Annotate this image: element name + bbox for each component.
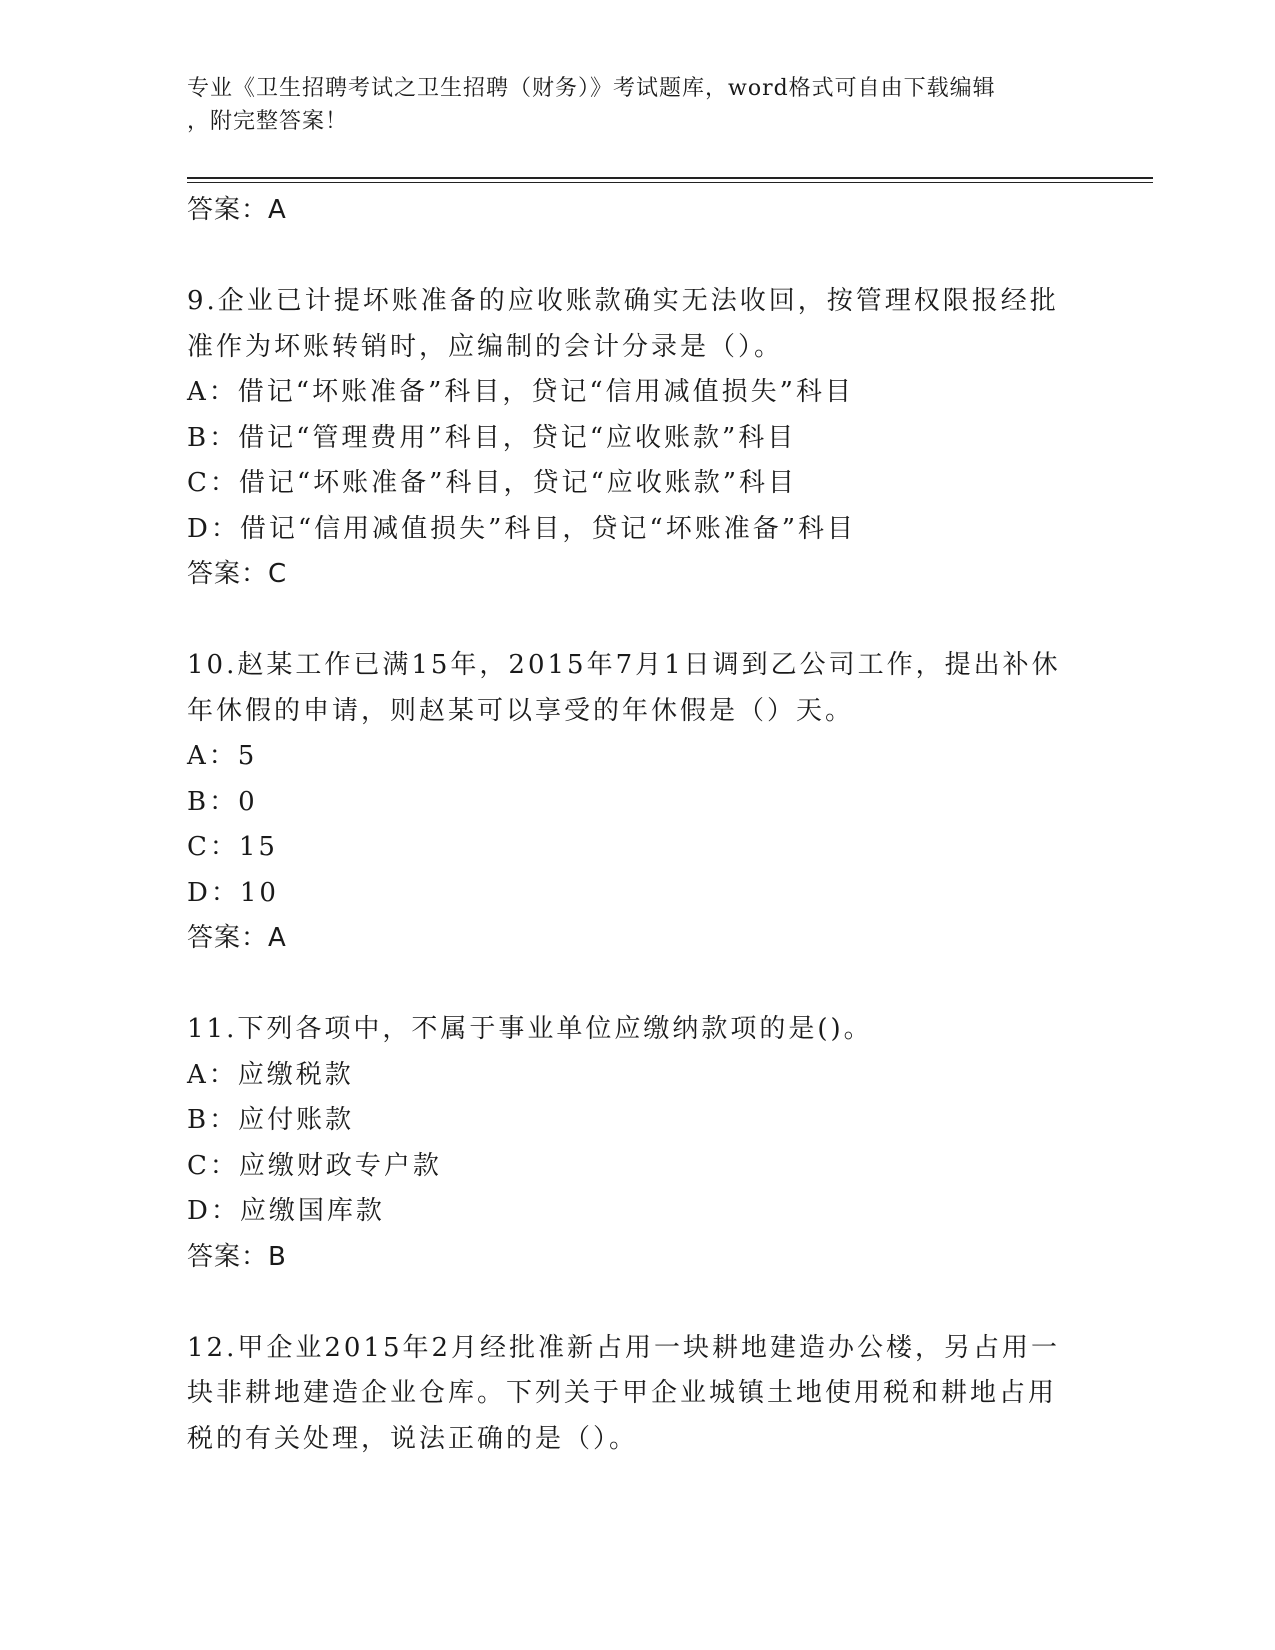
question-text: 12.甲企业2015年2月经批准新占用一块耕地建造办公楼，另占用一 xyxy=(187,1332,1061,1363)
question-10 xyxy=(187,643,1087,962)
header-divider-thick xyxy=(187,177,1153,179)
answer-line: 答案：B xyxy=(187,1241,287,1272)
option-c: C：应缴财政专户款 xyxy=(187,1150,442,1181)
header-divider-thin xyxy=(187,182,1153,183)
question-11 xyxy=(187,1007,1087,1280)
page-header: 专业《卫生招聘考试之卫生招聘（财务）》考试题库，word格式可自由下载编辑 ，附完整答案！ xyxy=(187,76,996,134)
question-text: 税的有关处理，说法正确的是（）。 xyxy=(187,1423,639,1454)
option-b: B：应付账款 xyxy=(187,1105,355,1135)
option-d: D：10 xyxy=(187,877,279,908)
option-c: C：15 xyxy=(187,832,278,862)
question-text: 准作为坏账转销时，应编制的会计分录是（）。 xyxy=(187,331,784,362)
option-a: A：应缴税款 xyxy=(187,1059,354,1090)
question-text: 10.赵某工作已满15年，2015年7月1日调到乙公司工作，提出补休 xyxy=(187,650,1061,680)
question-text: 11.下列各项中，不属于事业单位应缴纳款项的是()。 xyxy=(187,1014,873,1044)
option-b: B：借记“管理费用”科目，贷记“应收账款”科目 xyxy=(187,422,797,453)
option-a: A：借记“坏账准备”科目，贷记“信用减值损失”科目 xyxy=(187,377,854,407)
option-d: D：借记“信用减值损失”科目，贷记“坏账准备”科目 xyxy=(187,513,857,544)
answer-line: 答案：A xyxy=(187,923,287,953)
option-a: A：5 xyxy=(187,741,258,771)
answer-line: 答案：A xyxy=(187,195,287,225)
option-d: D：应缴国库款 xyxy=(187,1196,385,1226)
question-9 xyxy=(187,279,1087,598)
option-b: B：0 xyxy=(187,786,258,817)
document-body xyxy=(187,188,1087,1462)
question-text: 块非耕地建造企业仓库。下列关于甲企业城镇土地使用税和耕地占用 xyxy=(187,1378,1058,1408)
question-text: 9.企业已计提坏账准备的应收账款确实无法收回，按管理权限报经批 xyxy=(187,286,1059,316)
question-12 xyxy=(187,1326,1087,1463)
question-text: 年休假的申请，则赵某可以享受的年休假是（）天。 xyxy=(187,695,855,726)
option-c: C：借记“坏账准备”科目，贷记“应收账款”科目 xyxy=(187,468,798,498)
answer-line: 答案：C xyxy=(187,559,288,589)
